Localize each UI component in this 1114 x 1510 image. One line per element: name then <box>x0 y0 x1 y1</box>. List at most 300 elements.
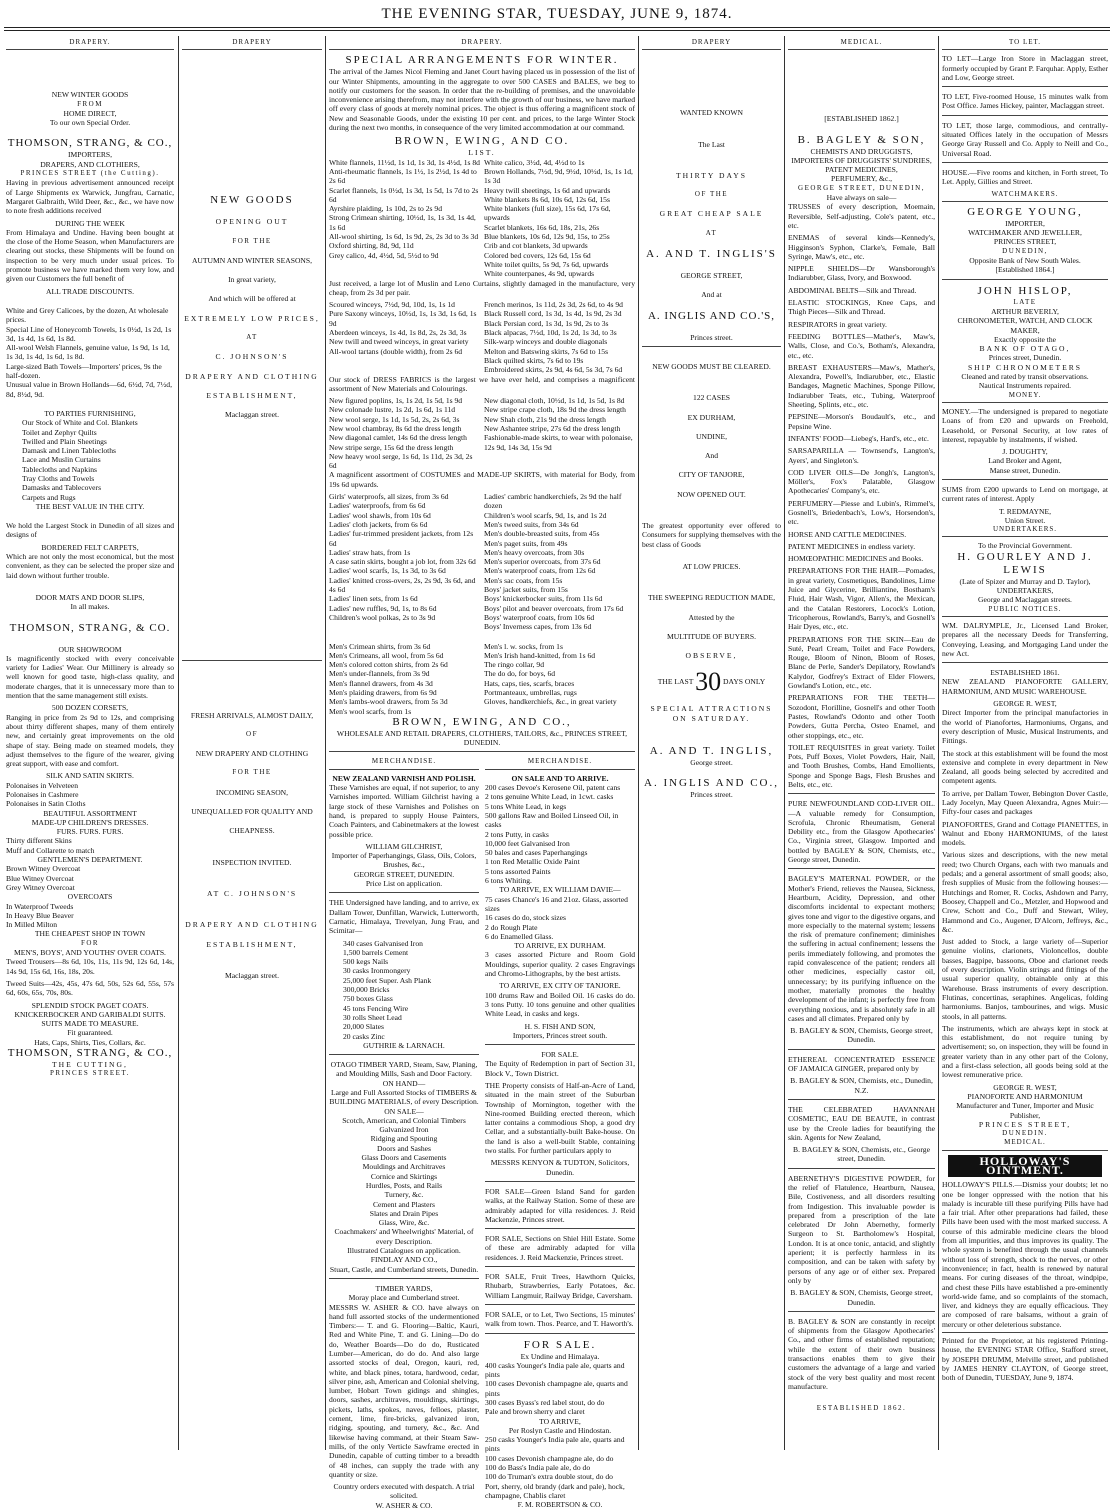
ad-paragraph: 100 drums Raw and Boiled Oil. 16 casks do do. 3 tons Putty. 10 tons genuine and other qualities White Lead, in casks and kegs. <box>485 990 635 1019</box>
ad-line: BORDERED FELT CARPETS, <box>41 542 139 552</box>
ad-paragraph: Ranging in price from 2s 9d to 12s, and comprising about thirty different shapes, many of them entirely new, and certainly great improvements on the old shape of stay. Being made on steamed models, they adjust themselves to the figure of the wearer, giving great support, with ease and comfort. <box>6 712 174 769</box>
ad-line: Glass, Wire, &c. <box>378 1218 430 1228</box>
ad-line: 10,000 feet Galvanised Iron <box>485 838 570 848</box>
price-line: Black quilted skirts, 7s 6d to 19s <box>484 355 584 365</box>
ad-paragraph: Which are not only the most economical, but the most convenient, as they can be selected the proper size and laid down without further trouble. <box>6 552 174 580</box>
price-line: Men's sac coats, from 15s <box>484 575 563 585</box>
ad-paragraph: The greatest opportunity ever offered to Consumers for supplying themselves with the best class of Goods <box>642 521 781 549</box>
ad-line: Glass Doors and Casements <box>361 1153 447 1163</box>
column-heading: TO LET. <box>942 38 1108 50</box>
ad-line: 200 cases Devoe's Kerosene Oil, patent cans <box>485 783 621 793</box>
ad-paragraph: SUMS from £200 upwards to Lend on mortgage, at current rates of interest. Apply <box>942 484 1108 504</box>
ad-line: THE LAST <box>657 677 694 687</box>
ad-paragraph: MONEY.—The undersigned is prepared to negotiate Loans of from £20 and upwards on Freehold, Leasehold, or Personal Security, at low rates of interest, repayable by instalments, if wished. <box>942 406 1108 444</box>
ad-line: In all makes. <box>70 602 110 612</box>
price-line: White blankets (full size), 15s 6d, 17s 6d, upwards <box>484 204 611 223</box>
ad-line: Maclaggan street. <box>225 410 279 420</box>
ad-line: 1 ton Red Metallic Oxide Paint <box>485 857 580 867</box>
ad-headline: NEW GOODS <box>210 194 294 207</box>
price-line: Oxford shirting, 8d, 9d, 11d <box>329 241 414 251</box>
ad-line: NEW WINTER GOODS <box>51 90 129 100</box>
firm-name: H. GOURLEY AND J. LEWIS <box>957 550 1093 576</box>
ad-line: Lace and Muslin Curtains <box>22 455 101 465</box>
ad-line: GENTLEMEN'S DEPARTMENT. <box>37 855 143 865</box>
firm-name: A. AND T. INGLIS, <box>649 745 774 758</box>
price-line: Pure Saxony winceys, 10½d, 1s, 1s 3d, 1s 6d, 1s 9d <box>329 309 477 328</box>
ad-line: Blue Witney Overcoat <box>6 873 74 883</box>
ad-line: 500 DOZEN CORSETS, <box>51 703 129 713</box>
price-line: All-wool tartans (double width), from 2s 6d <box>329 346 463 356</box>
ad-line: TO ARRIVE, <box>539 1416 581 1426</box>
column-heading: DRAPERY. <box>6 38 174 50</box>
ad-line: GEORGE STREET, <box>680 271 743 281</box>
ad-line: MESSRS KENYON & TUDTON, Solicitors, Dunedin. <box>485 1158 635 1182</box>
ad-line: And <box>704 451 719 461</box>
ad-line: AT C. JOHNSON'S <box>206 888 298 898</box>
ad-line: TO PARTIES FURNISHING, <box>44 408 136 418</box>
price-line: Men's l. w. socks, from 1s <box>484 641 563 651</box>
ad-line: IMPORTERS OF DRUGGISTS' SUNDRIES, PATENT MEDICINES, <box>791 155 932 175</box>
ad-line: INSPECTION INVITED. <box>212 857 292 867</box>
ad-line: AUTUMN AND WINTER SEASONS, <box>191 255 313 265</box>
ad-line: IMPORTERS, <box>67 150 113 160</box>
price-line: Aberdeen winceys, 1s 4d, 1s 8d, 2s, 2s 3d, 3s <box>329 328 467 338</box>
firm-name: THOMSON, STRANG, & CO., <box>7 1047 173 1060</box>
ad-line: AT <box>246 333 258 342</box>
ad-line: In Milled Milton <box>6 920 58 930</box>
ad-line: Tray Cloths and Towels <box>22 473 95 483</box>
merchandise-right <box>485 757 635 1510</box>
ad-paragraph: Just added to Stock, a large variety of—Superior genuine violins, clarionets, Violoncellos, double basses, Bagpipe, bassoons, Oboe and clarionet reeds of every description. Violin strings and fittings of the usual superior quality, obtainable only at this Warehouse. Brass instruments of every description. Flutinas, concertinas, seraphines. Angelicas, folding harmoniums. Banjos, tambourines, and wigs. Music stools, in all patterns. <box>942 937 1108 1021</box>
ad-line: To our own Special Order. <box>49 118 131 128</box>
price-line: Ladies' straw hats, from 1s <box>329 547 411 557</box>
ad-line: B. BAGLEY & SON, Chemists, George street, Dunedin. <box>788 1288 935 1312</box>
ad-paragraph: FOR SALE, or to Let, Two Sections, 15 minutes' walk from town. Thos. Pearce, and T. Haworth's. <box>485 1310 635 1334</box>
ad-line: Port, sherry, old brandy (dark and pale), hock, champagne, Chablis claret <box>485 1481 625 1500</box>
ad-line: Opposite Bank of New South Wales. <box>969 256 1081 266</box>
price-line: Colored bed covers, 12s 6d, 15s 6d <box>484 250 591 260</box>
ad-line: PRINCES STREET (the Cutting). <box>20 169 160 178</box>
ad-line: Pale and brown sherry and claret <box>485 1407 585 1417</box>
ad-paragraph: These Varnishes are equal, if not superior, to any Varnishes imported. William Gilchrist having a large stock of these Varnishes and Polishes on hand, is prepared to supply House Painters, Coach Painters, and Cabinetmakers at the lowest possible price. <box>329 783 479 839</box>
ad-paragraph: FOR SALE—Green Island Sand for garden walks, at the Railway Station. Some of these are admirably adapted for villa residences. J. Reid Mackenzie, Princes street. <box>485 1187 635 1229</box>
ad-line: UNDINE, <box>695 431 727 441</box>
ad-line: PRINCES STREET. <box>50 1069 130 1078</box>
ad-line: OF <box>246 729 258 738</box>
ad-paragraph: A magnificent assortment of COSTUMES and MADE-UP SKIRTS, with material for Body, from 19s 6d upwards. <box>329 470 635 489</box>
price-line: Portmanteaux, umbrellas, rugs <box>484 688 577 697</box>
ad-paragraph: HOUSE.—Five rooms and kitchen, in Forth street, To Let. Apply, Gillies and Street. <box>942 167 1108 187</box>
ad-line: SHIP CHRONOMETERS <box>967 362 1083 372</box>
ad-paragraph: TO LET—Large Iron Store in Maclaggan street, formerly occupied by Grant P. Farquhar. Apply, Esther and Low, George street. <box>942 54 1108 87</box>
ad-line: 250 casks Younger's India pale ale, quarts and pints <box>485 1435 625 1454</box>
price-line: Men's Crimeans, all wool, from 5s 6d <box>329 650 444 660</box>
price-line: Men's double-breasted suits, from 45s <box>484 529 600 539</box>
ad-line: 500 kegs Nails <box>343 957 389 967</box>
ad-paragraph: To arrive, per Dallam Tower, Bebington Dover Castle, Lady Jocelyn, May Queen Alexandra, Agnes Muir:—Fifty-four cases and packages <box>942 788 1108 817</box>
ad-line: PRINCES STREET, <box>978 1119 1072 1129</box>
price-line: French merinos, 1s 11d, 2s 3d, 2s 6d, to 4s 9d <box>484 300 623 310</box>
ad-paragraph: PEPSINE—Morson's Boudault's, etc., and Pepsine Wine. <box>788 412 935 431</box>
ad-line: Price List on application. <box>329 879 479 893</box>
ad-line: Ridging and Spouting <box>370 1134 438 1144</box>
ad-line: Cement and Plasters <box>372 1199 435 1209</box>
ad-line: GEORGE R. WEST, <box>993 699 1057 709</box>
ad-line: TO ARRIVE, EX CITY OF TANJORE. <box>499 981 621 991</box>
ad-line: B. BAGLEY & SON, Chemists, George street, Dunedin. <box>788 1026 935 1050</box>
ad-line: Union Street. <box>1004 515 1046 525</box>
ad-line: TIMBER YARDS, <box>375 1283 433 1293</box>
price-line: A case satin skirts, bought a job lot, from 32s 6d <box>329 557 476 567</box>
ad-line: OF THE <box>694 190 729 199</box>
price-line: Ladies' cloth jackets, from 6s 6d <box>329 519 428 529</box>
ad-line: Importer of Paperhangings, Glass, Oils, Colors, Brushes, &c., <box>331 851 477 870</box>
ad-line: DAYS ONLY <box>723 677 766 687</box>
price-line: Heavy twill sheetings, 1s 6d and upwards <box>484 185 611 195</box>
ad-line: INCOMING SEASON, <box>215 787 289 797</box>
ad-line: 100 cases Devonish champagne ale, quarts and pints <box>485 1379 628 1398</box>
ad-line: Damask and Linen Tablecloths <box>22 446 117 456</box>
ad-line: Twilled and Plain Sheetings <box>22 436 107 446</box>
firm-name: GEORGE YOUNG, <box>967 205 1083 218</box>
ad-line: PERFUMERY, &c., <box>830 174 893 184</box>
ad-line: CHRONOMETER, WATCH, AND CLOCK MAKER, <box>957 316 1093 335</box>
ad-paragraph: ELASTIC STOCKINGS, Knee Caps, and Thigh Pieces—Silk and Thread. <box>788 298 935 317</box>
price-line: Men's plaiding drawers, from 6s 9d <box>329 688 437 697</box>
price-line: Grey calico, 4d, 4½d, 5d, 5½d to 9d <box>329 250 439 260</box>
ad-paragraph: TO LET, those large, commodious, and centrally-situated Offices lately in the occupation of Messrs George Gray Russell and Co. Apply to Neill and Co., Universal Road. <box>942 121 1108 163</box>
ad-line: [ESTABLISHED 1862.] <box>824 114 899 124</box>
price-line: Men's under-flannels, from 3s 9d <box>329 669 430 679</box>
ad-line: THE CHEAPEST SHOP IN TOWN <box>34 929 146 939</box>
ad-line: Large-sized Bath Towels—Importers' prices, 9s the half-dozen. <box>6 361 162 381</box>
ad-paragraph: ETHEREAL CONCENTRATED ESSENCE OF JAMAICA GINGER, prepared only by <box>788 1054 935 1074</box>
ad-paragraph: Our stock of DRESS FABRICS is the largest we have ever held, and comprises a magnificent assortment of New Materials and Colourings. <box>329 374 635 393</box>
ad-line: ESTABLISHMENT, <box>206 939 298 949</box>
ad-paragraph: WM. DALRYMPLE, Jr., Licensed Land Broker, prepares all the necessary Deeds for Transferring, Conveying, Leasing, and Mortgaging Land under the new Act. <box>942 621 1108 663</box>
ad-paragraph: PREPARATIONS FOR THE SKIN—Eau de Suté, Pearl Cream, Toilet and Face Powders, Rouge, Bloom of Ninon, Bloom of Roses, Blanc de Perle, Sander's Depilatory, Rowland's Kalydor, Godfrey's Extract of Elder Flowers, Gowland's Lotion, etc., etc. <box>788 634 935 691</box>
ad-headline: FOR SALE. <box>541 1050 579 1060</box>
ad-line: 6 do Enamelled Glass. <box>485 931 554 941</box>
ad-paragraph: ABDOMINAL BELTS—Silk and Thread. <box>788 285 917 295</box>
price-line: Boys' waterproof coats, from 10s 6d <box>484 612 595 622</box>
column-heading: MEDICAL. <box>788 38 935 50</box>
ad-paragraph: We hold the Largest Stock in Dunedin of all sizes and designs of <box>6 521 174 540</box>
ad-paragraph: Direct Importer from the principal manufactories in the world of Pianofortes, Harmoniums, Organs, and every description of Music, Musical Instruments, and Fittings. <box>942 708 1108 746</box>
ad-paragraph: Tweed Suits—42s, 45s, 47s 6d, 50s, 52s 6d, 55s, 57s 6d, 60s, 65s, 70s, 80s. <box>6 978 174 998</box>
price-line: New wool serge, 1s 1d, 1s 5d, 2s, 2s 6d, 3s <box>329 414 460 424</box>
column-heading: MERCHANDISE. <box>485 757 635 769</box>
ad-line: Have always on sale— <box>826 193 897 203</box>
price-line: New stripe crape cloth, 18s 9d the dress length <box>484 405 626 415</box>
ad-paragraph: PERFUMERY—Piesse and Lubin's, Rimmel's, Gosnell's, Briedenbach's, Low's, Horsendon's, etc. <box>788 498 935 527</box>
ad-line: Hats, Caps, Shirts, Ties, Collars, &c. <box>34 1037 146 1047</box>
price-line: White counterpanes, 4s 9d, upwards <box>484 269 595 279</box>
ad-line: 340 cases Galvanised Iron <box>343 938 423 948</box>
price-line: New wool chambray, 8s 6d the dress length <box>329 423 462 433</box>
ad-line: 100 do Truman's extra double stout, do do <box>485 1472 613 1482</box>
thirty-numeral: 30 <box>695 667 722 697</box>
firm-name: BROWN, EWING, AND CO. <box>394 135 570 148</box>
masthead-rule <box>4 27 1110 28</box>
ad-line: DURING THE WEEK <box>55 218 125 228</box>
price-line: Black Persian cord, 1s 3d, 1s 9d, 2s to 3s <box>484 318 609 328</box>
column-drapery-4 <box>642 38 781 1450</box>
ad-line: Brown Witney Overcoat <box>6 864 81 874</box>
price-line: Boys' knickerbocker suits, from 11s 6d <box>484 594 603 604</box>
price-line: Ladies' waterproofs, from 6s 6d <box>329 501 426 511</box>
column-heading: UNDERTAKERS. <box>942 525 1108 537</box>
ad-line: Toilet and Zephyr Quilts <box>22 427 97 437</box>
ad-line: CHEAPNESS. <box>229 826 275 836</box>
ad-line: 100 cases Devonish champagne ale, do do <box>485 1453 614 1463</box>
ad-line: 300,000 Bricks <box>343 985 390 995</box>
ad-line: To the Provincial Government. <box>978 541 1072 551</box>
ad-line: FROM <box>77 99 103 108</box>
ad-line: MEN'S, BOYS', AND YOUTHS' OVER COATS. <box>14 948 166 958</box>
ad-line: MULTITUDE OF BUYERS. <box>667 631 756 641</box>
ad-line: Special Line of Honeycomb Towels, 1s 0½d, 1s 2d, 1s 3d, 1s 4d, 1s 6d, 1s 8d. <box>6 324 172 343</box>
price-line: Strong Crimean shirting, 10½d, 1s, 1s 3d, 1s 4d, 1s 6d <box>329 213 476 232</box>
price-line: Boys' pilot and beaver overcoats, from 17s 6d <box>484 603 624 613</box>
price-line: Blue blankets, 10s 6d, 12s 9d, 15s, to 25s <box>484 232 610 242</box>
firm-name: THOMSON, STRANG, & CO., <box>7 137 173 150</box>
price-line: Ladies' cambric handkerchiefs, 2s 9d the half dozen <box>484 492 622 511</box>
price-line: Men's wool scarfs, from 1s <box>329 706 412 716</box>
price-line: Melton and Batswing skirts, 7s 6d to 15s <box>484 346 609 356</box>
ad-line: Maclaggan street. <box>225 970 279 980</box>
ad-line: George street. <box>690 758 733 768</box>
ad-line: IMPORTER, <box>1005 218 1045 228</box>
price-line: Ladies' fur-trimmed president jackets, from 12s 6d <box>329 529 474 548</box>
ad-line: ESTABLISHMENT, <box>206 390 298 400</box>
price-line: Girls' waterproofs, all sizes, from 3s 6d <box>329 492 449 502</box>
ad-line: Muff and Collarette to match <box>6 845 95 855</box>
ad-line: GEORGE STREET, DUNEDIN, <box>798 183 925 192</box>
price-line: Gloves, handkerchiefs, &c., in great variety <box>484 697 617 707</box>
price-line: White toilet quilts, 5s 9d, 7s 6d, upwards <box>484 259 609 269</box>
price-line: Black Russell cord, 1s 3d, 1s 4d, 1s 9d, 2s 3d <box>484 309 622 319</box>
ad-line: Per Roslyn Castle and Hindostan. <box>508 1425 612 1435</box>
ad-line: Cleaned and rated by transit observations. <box>961 372 1089 382</box>
column-drapery-1 <box>6 38 174 1450</box>
ad-line: DRAPERS, AND CLOTHIERS, <box>40 159 140 169</box>
ad-paragraph: PREPARATIONS FOR THE TEETH—Sozodont, Florilline, Gosnell's and other Tooth Pastes, Rowland's Odonto and other Tooth Powders, Gutta Percha, Osteo Enamel, and other stoppings, etc., etc. <box>788 693 935 740</box>
price-line: Embroidered skirts, 2s 9d, 4s 6d, 5s 3d, 7s 6d <box>484 365 623 375</box>
price-line: New Ashantee stripe, 27s 6d the dress length <box>484 423 621 433</box>
price-line: Men's paget suits, from 49s <box>484 538 568 548</box>
column-heading: PUBLIC NOTICES. <box>942 605 1108 617</box>
ad-line: Ex Undine and Himalaya. <box>520 1351 600 1361</box>
ad-line: PRINCES STREET, <box>993 237 1057 247</box>
ad-line: Manse street, Dunedin. <box>942 466 1108 480</box>
ad-line: Attested by the <box>688 612 735 622</box>
ad-line: PIANOFORTE AND HARMONIUM <box>967 1091 1083 1101</box>
ad-line: C. JOHNSON'S <box>215 352 289 362</box>
ad-line: THE BEST VALUE IN THE CITY. <box>35 501 145 511</box>
ad-paragraph: BREAST EXHAUSTERS—Maw's, Mather's, Alexandra, Powell's, Indiarubber, etc., Elastic Bandages, Magnetic Machines, Sponge Pillow, Indiarubber Teats, etc., Tubing, Waterproof Sheeting, Splints, etc., etc. <box>788 362 935 410</box>
ad-headline: FOR SALE. <box>523 1338 597 1351</box>
column-heading: WATCHMAKERS. <box>942 190 1108 202</box>
ad-line: And which will be offered at <box>208 294 296 304</box>
ad-paragraph: COD LIVER OILS—De Jongh's, Langton's, Möller's, Fox's Palatable, Glasgow Apothecaries' Company's, etc. <box>788 467 935 496</box>
firm-name: A. INGLIS AND CO., <box>644 777 779 790</box>
price-line: Ladies' wool shawls, from 10s 6d <box>329 510 431 520</box>
ad-line: Fit guaranteed. <box>67 1028 113 1038</box>
price-line: Men's heavy overcoats, from 30s <box>484 547 585 557</box>
ad-line: GUTHRIE & LARNACH. <box>329 1041 479 1055</box>
ad-line: ALL TRADE DISCOUNTS. <box>46 286 134 296</box>
ad-line: Damasks and Tablecovers <box>22 483 102 493</box>
ad-line: FINDLAY AND CO., <box>370 1255 438 1265</box>
ad-line: Importers, Princes street south. <box>485 1031 635 1045</box>
ad-line: GREAT CHEAP SALE <box>659 209 764 219</box>
ad-line: 100 do Bass's India pale ale, do do <box>485 1463 591 1473</box>
ad-paragraph: The instruments, which are always kept in stock at this establishment, do not require tuning by advertisement; so, on inspection, they will be found in greater variety than in any other part of the Colony, and a first-class selection, all goods being sold at the lowest remunerative price. <box>942 1023 1108 1080</box>
ad-paragraph: HOLLOWAY'S PILLS.—Dismiss your doubts; let no one be longer oppressed with the notion that his malady is incurable till these purifying Pills have had a fair trial. After other preparations had failed, these Pills have been used with the most marked success. A course of this admirable medicine clears the blood from all impurities, and thus improves its quality. The whole system is benefited through the usual channels without loss of strength, shock to the nerves, or other inconvenience; in fact, health is renewed by natural means. For curing diseases of the throat, windpipe, and chest these Pills have established a pre-eminently world-wide fame, and so complaints of the stomach, liver, and kidneys they are equally efficacious. They are composed of rare balsams, without a grain of mercury or other deleterious substance. <box>942 1180 1108 1329</box>
ad-line: BANK OF OTAGO, <box>979 344 1071 354</box>
price-line: Men's tweed suits, from 34s 6d <box>484 519 579 529</box>
price-line: Men's waterproof coats, from 12s 6d <box>484 566 596 576</box>
ad-paragraph: Various sizes and descriptions, with the new metal reed; two Church Organs, each with two manuals and pedals; and a general assortment of small goods; also, fresh supplies of Music from the following houses:—Hutchings and Romer, R. Cocks, Ashdown and Parry, Boosey, Chappell and Co., Metzler, and Hopwood and Crew, Schott and Co., Duff and Stewart, Wiley, Hammond and Co., Augener, D'Alcorn, Jeffreys, &c., &c. <box>942 850 1108 934</box>
ad-line: ESTABLISHED 1861. <box>990 668 1060 678</box>
ad-line: Mouldings and Architraves <box>362 1162 446 1172</box>
ad-line: 1,500 barrels Cement <box>343 947 409 957</box>
ad-paragraph: MESSRS W. ASHER & CO. have always on hand full assorted stocks of the undermentioned Timbers:— T. and G. Flooring—Baltic, Kauri, Red and White Pine, T. and G. Lining—Do do do, Weather Boards—Do do do, Rusticated Lumber—American, do do do. And also large assorted stocks of deal, Oregon, kauri, red, white, and black pines, totara, hardwood, cedar, silver pine, ash, American and Colonial shelving, lumber, Hobart Town gidings and shingles, doors, sashes, architraves, mouldings, skirtings, pickets, laths, spokes, naves, felloes, plaster, cement, lime, fire-bricks, galvanized iron, ridging, spouting, and turnery, &c., &c. And likewise having command, at their Steam Saw-mills, of the only Verticle Sawframe erected in Dunedin, capable of cutting timber to a breadth of 48 inches, can supply the trade with any quantity or size. <box>329 1302 479 1479</box>
ad-line: THIRTY DAYS <box>676 170 747 180</box>
price-line: The ringo collar, 9d <box>484 660 545 670</box>
ad-line: SILK AND SATIN SKIRTS. <box>46 771 134 781</box>
ad-paragraph: RESPIRATORS in great variety. <box>788 319 887 329</box>
ad-headline: SPECIAL ARRANGEMENTS FOR WINTER. <box>345 54 619 67</box>
ad-line: DRAPERY AND CLOTHING <box>185 371 319 381</box>
price-line: Men's flannel drawers, from 4s 3d <box>329 678 433 688</box>
price-line: Boys' jacket suits, from 15s <box>484 585 568 595</box>
ad-line: BEAUTIFUL ASSORTMENT <box>43 808 137 818</box>
price-line: Scoured winceys, 7½d, 9d, 10d, 1s, 1s 1d <box>329 300 455 310</box>
ad-line: 5 tons assorted Paints <box>485 866 551 876</box>
ad-line: In great variety, <box>228 275 276 285</box>
masthead-title: THE EVENING STAR, TUESDAY, JUNE 9, 1874. <box>381 6 733 22</box>
price-line: Men's colored cotton shirts, from 2s 6d <box>329 660 448 670</box>
ad-headline: OTAGO TIMBER YARD, Steam, Saw, Planing, and Moulding Mills, Sash and Door Factory. <box>330 1060 478 1079</box>
column-rule <box>938 36 939 1450</box>
ad-line: Slates and Drain Pipes <box>369 1208 439 1218</box>
price-line: New heavy wool serge, 1s 6d, 1s 11d, 2s 3d, 2s 6d <box>329 451 473 471</box>
price-line: White flannels, 11½d, 1s 1d, 1s 3d, 1s 4½d, 1s 8d <box>329 157 480 167</box>
ad-line: 20 casks Zinc <box>343 1031 385 1041</box>
ad-line: SPECIAL ATTRACTIONS ON SATURDAY. <box>650 704 773 723</box>
ad-line: Hurdles, Posts, and Rails <box>365 1180 443 1190</box>
ad-line: Princes street, Dunedin. <box>988 353 1062 363</box>
ad-line: NEW GOODS MUST BE CLEARED. <box>652 361 771 371</box>
ad-paragraph: FOR SALE, Sections on Shiel Hill Estate. Some of these are admirably adapted for villa residences. J. Reid Mackenzie, Princes street. <box>485 1234 635 1267</box>
price-line: Ladies' new ruffles, 9d, 1s, to 8s 6d <box>329 603 437 613</box>
ad-line: 75 cases Chance's 16 and 21oz. Glass, assorted sizes <box>485 894 628 913</box>
ad-line: LATE <box>1013 297 1037 306</box>
ad-line: 45 tons Fencing Wire <box>343 1003 409 1013</box>
ad-line: 25,000 feet Super. Ash Plank <box>343 975 432 985</box>
column-rule <box>178 36 179 1450</box>
ad-paragraph: THE CELEBRATED HAVANNAH COSMETIC, EAU DE BEAUTE, in contrast use by the Creole ladies for beautifying the skin. Agents for New Zealand, <box>788 1104 935 1142</box>
ad-line: DUNEDIN, <box>1002 246 1048 255</box>
ad-line: George and Maclaggan streets. <box>978 595 1072 605</box>
column-heading: MEDICAL. <box>942 1138 1108 1150</box>
price-line: Boys' Inverness capes, from 13s 6d <box>484 622 592 632</box>
ad-headline: NEW ZEALAND VARNISH AND POLISH. <box>332 773 476 783</box>
price-line: Fashionable-made skirts, to wear with polonaise, 12s 9d, 14s 3d, 15s 9d <box>484 433 633 452</box>
ad-line: NOW OPENED OUT. <box>677 489 746 499</box>
ad-line: Galvanized Iron <box>379 1125 429 1135</box>
ad-line: 2 tons Putty, in casks <box>485 829 549 839</box>
ad-line: 500 gallons Raw and Boiled Linseed Oil, in casks <box>485 810 619 830</box>
holloway-ointment-banner: HOLLOWAY'S OINTMENT. <box>948 1155 1102 1178</box>
price-line: Hats, caps, ties, scarfs, braces <box>484 678 575 688</box>
ad-paragraph: ABERNETHY'S DIGESTIVE POWDER, for the relief of Flatulence, Heartburn, Nausea, Bile, Costiveness, and all disorders resulting from Indigestion. This invaluable powder is prepared from a prescription of the late celebrated Dr John Abernethy, formerly Surgeon to St. Bartholomew's Hospital, London. It is at once tonic, antacid, and slightly aperient; it is perfectly harmless in its composition, and can be taken with safety by persons of any age or of either sex. Prepared only by <box>788 1173 935 1285</box>
ad-paragraph: B. BAGLEY & SON are constantly in receipt of shipments from the Glasgow Apothecaries' Co., and other firms of established reputation; while the extent of their own business transactions enables them to give their customers the advantage of a large and varied stock of the very best quality and most recent manufacture. <box>788 1316 935 1391</box>
ad-line: SPLENDID STOCK PAGET COATS. <box>31 1000 149 1010</box>
ad-line: ESTABLISHED 1862. <box>816 1404 907 1413</box>
price-line: Crib and cot blankets, 3d upwards <box>484 241 588 251</box>
ad-line: ON SALE— <box>384 1106 424 1116</box>
ad-line: All-wool Welsh Flannels, genuine value, 1s 9d, 1s 1d, 1s 3d, 1s 4d, 1s 6d, 1s 8d. <box>6 343 170 362</box>
price-line: White blankets 8s 6d, 10s 6d, 12s 6d, 15s <box>484 194 610 204</box>
ad-line: J. DOUGHTY, <box>1002 447 1048 457</box>
ad-line: THE SWEEPING REDUCTION MADE, <box>648 593 775 603</box>
firm-name: A. AND T. INGLIS'S <box>646 248 777 261</box>
ad-paragraph: HORSE AND CATTLE MEDICINES. <box>788 529 907 539</box>
ad-line: LIST. <box>468 148 496 158</box>
price-line: Ladies' linen sets, from 1s 6d <box>329 594 418 604</box>
ad-line: In Heavy Blue Beaver <box>6 910 74 920</box>
ad-line: Nautical Instruments repaired. <box>978 381 1072 391</box>
firm-name: B. BAGLEY & SON, <box>797 133 926 146</box>
ad-line: 20,000 Slates <box>343 1022 384 1032</box>
ad-line: 400 casks Younger's India pale ale, quarts and pints <box>485 1360 625 1380</box>
ad-line: TO ARRIVE, EX DURHAM. <box>514 941 606 951</box>
ad-line: Our Stock of White and Col. Blankets <box>22 418 138 428</box>
ad-paragraph: PIANOFORTES, Grand and Cottage PIANETTES, in Walnut and Ebony HARMONIUMS, of the latest models. <box>942 819 1108 848</box>
ad-line: Manufacturer and Tuner, Importer and Music Publisher, <box>956 1101 1094 1120</box>
ad-line: W. ASHER & CO. <box>375 1500 433 1510</box>
column-heading: DRAPERY <box>642 38 781 50</box>
ad-line: (Late of Spizer and Murray and D. Taylor), <box>959 576 1091 586</box>
price-line: Black alpacas, 7½d, 10d, 1s 2d, 1s 3d, to 3s <box>484 328 617 338</box>
ad-line: WATCHMAKER AND JEWELLER, <box>968 228 1082 238</box>
ad-line: The Last <box>698 139 725 149</box>
ad-line: 300 cases Byass's red label stout, do do <box>485 1398 605 1407</box>
ad-paragraph: The arrival of the James Nicol Fleming and Janet Court having placed us in possession of the list of our Winter Shipments, amounting in the aggregate to over 500 CASES and BALES, we beg to notify our customers for the season. In order that the re-building of premises, and the unavoidable inconvenience arising therefrom, may not interfere with the growth of our business, we have marked off every class of goods at merely nominal prices. The object is thus offering a magnificent stock of New and Seasonable Goods, under the existing 10 per cent. and prices, to the large Winter Stock during the next two months, in consequence of the very limited accommodation at our command. <box>329 67 635 133</box>
ad-line: 750 boxes Glass <box>343 994 393 1004</box>
column-drapery-3 <box>329 38 635 1510</box>
ad-line: GEORGE R. WEST, <box>993 1082 1057 1092</box>
ad-line: Coachmakers' and Wheelwrights' Material, of every Description. <box>334 1227 474 1246</box>
column-rule <box>784 36 785 1450</box>
ad-line: SUITS MADE TO MEASURE. <box>41 1019 139 1029</box>
ad-line: DOOR MATS AND DOOR SLIPS, <box>35 592 145 602</box>
price-line: New diagonal cloth, 10½d, 1s 1d, 1s 5d, 1s 8d <box>484 396 625 406</box>
ad-paragraph: PATENT MEDICINES in endless variety. <box>788 541 916 551</box>
column-rule <box>638 36 639 1450</box>
column-medical <box>788 38 935 1450</box>
ad-paragraph: TRUSSES of every description, Moemain, Reversible, Self-adjusting, Cole's patent, etc., etc. <box>788 202 935 230</box>
price-line: White calico, 3½d, 4d, 4½d to 1s <box>484 157 585 167</box>
ad-line: Grey Witney Overcoat <box>6 882 75 892</box>
ad-line: THE CUTTING, <box>52 1060 128 1070</box>
ad-line: Large and Full Assorted Stocks of TIMBERS & BUILDING MATERIALS, of every Description. <box>329 1087 479 1107</box>
ad-paragraph: PURE NEWFOUNDLAND COD-LIVER OIL.—A valuable remedy for Consumption, Scrofula, Chronic Rheumatism, General Debility etc., from the Glasgow Apothecaries' Co., Virginia street, Glasgow. Imported and bottled by BAGLEY & SON, Chemists, etc., George street, Dunedin. <box>788 799 935 869</box>
ad-line: ARTHUR BEVERLY, <box>991 306 1059 316</box>
